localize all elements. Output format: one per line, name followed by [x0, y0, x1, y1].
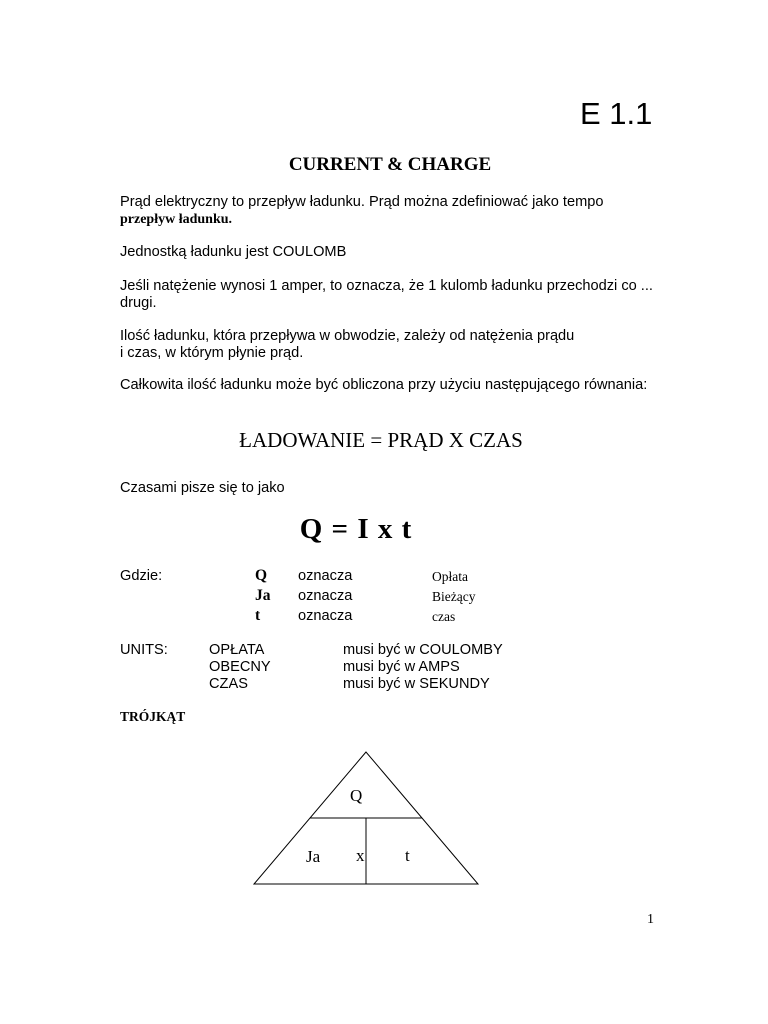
- ampere-paragraph: [120, 278, 653, 312]
- page-title: CURRENT & CHARGE: [288, 154, 492, 175]
- sometimes-text: Czasami pisze się to jako: [120, 480, 285, 496]
- where-quantity: Opłata: [432, 569, 468, 584]
- word-equation: ŁADOWANIE = PRĄD X CZAS: [239, 428, 523, 452]
- units-rule: musi być w COULOMBY: [343, 642, 503, 658]
- dependence-line-1: Ilość ładunku, która przepływa w obwodzie, zależy od natężenia prądu: [120, 328, 575, 344]
- units-quantity: OPŁATA: [209, 642, 265, 658]
- triangle-bottom-left-label: Ja: [306, 847, 321, 866]
- dependence-line-2: i czas, w którym płynie prąd.: [120, 345, 304, 361]
- symbol-equation: Q = I x t: [299, 513, 413, 545]
- triangle-top-label: Q: [350, 786, 363, 805]
- triangle-heading: TRÓJKĄT: [120, 709, 186, 724]
- units-rule: musi być w SEKUNDY: [343, 676, 490, 692]
- triangle-bottom-right-label: t: [405, 846, 410, 865]
- units-quantity: OBECNY: [209, 659, 271, 675]
- ampere-line-1: Jeśli natężenie wynosi 1 amper, to oznacza, że 1 kulomb ładunku przechodzi co ...: [120, 278, 653, 294]
- triangle-multiply-sign: x: [356, 846, 365, 865]
- equation-intro: Całkowita ilość ładunku może być obliczona przy użyciu następującego równania:: [120, 377, 648, 393]
- intro-line-2-bold: przepływ ładunku.: [120, 212, 233, 227]
- units-quantity: CZAS: [209, 676, 248, 692]
- where-label: Gdzie:: [120, 568, 163, 584]
- unit-statement: Jednostką ładunku jest COULOMB: [120, 244, 347, 260]
- dependence-paragraph: [120, 328, 574, 362]
- units-label: UNITS:: [120, 642, 168, 658]
- where-means: oznacza: [298, 588, 353, 604]
- where-means: oznacza: [298, 608, 353, 624]
- where-symbol: Q: [255, 567, 268, 584]
- where-quantity: czas: [432, 609, 456, 624]
- document-code: E 1.1: [580, 96, 653, 131]
- where-means: oznacza: [298, 568, 353, 584]
- where-symbol: Ja: [255, 587, 271, 604]
- where-symbol: t: [255, 607, 261, 624]
- units-rule: musi być w AMPS: [343, 659, 460, 675]
- page-number: 1: [647, 912, 654, 927]
- intro-line-1: Prąd elektryczny to przepływ ładunku. Prąd można zdefiniować jako tempo: [120, 194, 604, 210]
- intro-paragraph: [120, 194, 603, 228]
- where-quantity: Bieżący: [432, 589, 476, 604]
- ampere-line-2: drugi.: [120, 295, 157, 311]
- formula-triangle: [250, 748, 486, 888]
